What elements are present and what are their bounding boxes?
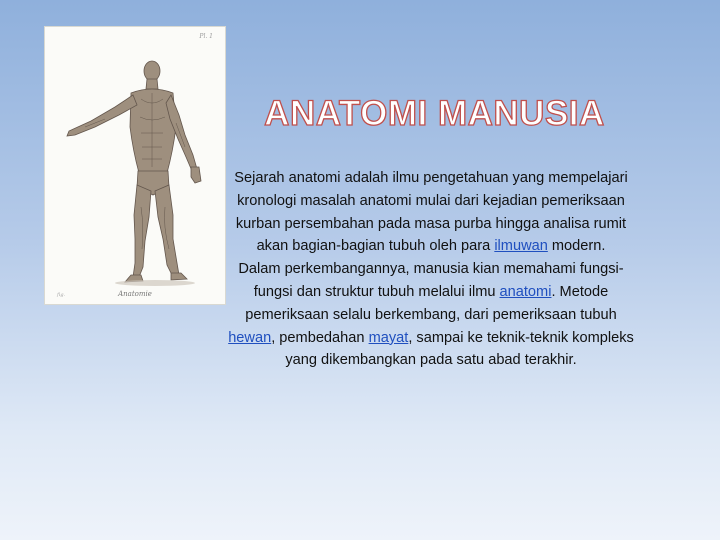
- link-hewan[interactable]: hewan: [228, 329, 272, 346]
- plate-mark: fig.: [57, 292, 66, 298]
- paragraph-text: Dalam perkembangannya, manusia kian memahami fungsi-fungsi dan struktur tubuh melalui ilmu: [238, 261, 624, 300]
- paragraph-development: [227, 258, 635, 372]
- link-ilmuwan[interactable]: ilmuwan: [494, 238, 548, 255]
- link-mayat[interactable]: mayat: [368, 329, 409, 346]
- paragraph-text: , pembedahan: [271, 329, 369, 346]
- body-text: [227, 167, 635, 372]
- paragraph-text: adalah ilmu pengetahuan yang mempelajari kronologi masalah anatomi mulai dari kejadian pemeriksaan kurban persembahan pada masa purba hingga analisa rumit akan bagian-bagian tubuh oleh para: [235, 170, 628, 255]
- paragraph-text: . Metode pemeriksaan selalu berkembang, dari pemeriksaan tubuh: [245, 283, 617, 323]
- link-anatomi[interactable]: anatomi: [499, 283, 552, 300]
- paragraph-text: modern.: [547, 238, 606, 255]
- slide-title: ANATOMI MANUSIA: [264, 94, 605, 133]
- anatomy-illustration: [45, 27, 225, 304]
- plate-caption: Anatomie: [118, 290, 152, 298]
- anatomy-figure-drawing: [45, 27, 225, 304]
- lead-term: Sejarah anatomi: [234, 170, 341, 186]
- paragraph-history: [227, 167, 635, 258]
- paragraph-text: , sampai ke teknik-teknik kompleks yang dikembangkan pada satu abad terakhir.: [285, 329, 634, 369]
- plate-number: Pl. 1: [199, 33, 213, 40]
